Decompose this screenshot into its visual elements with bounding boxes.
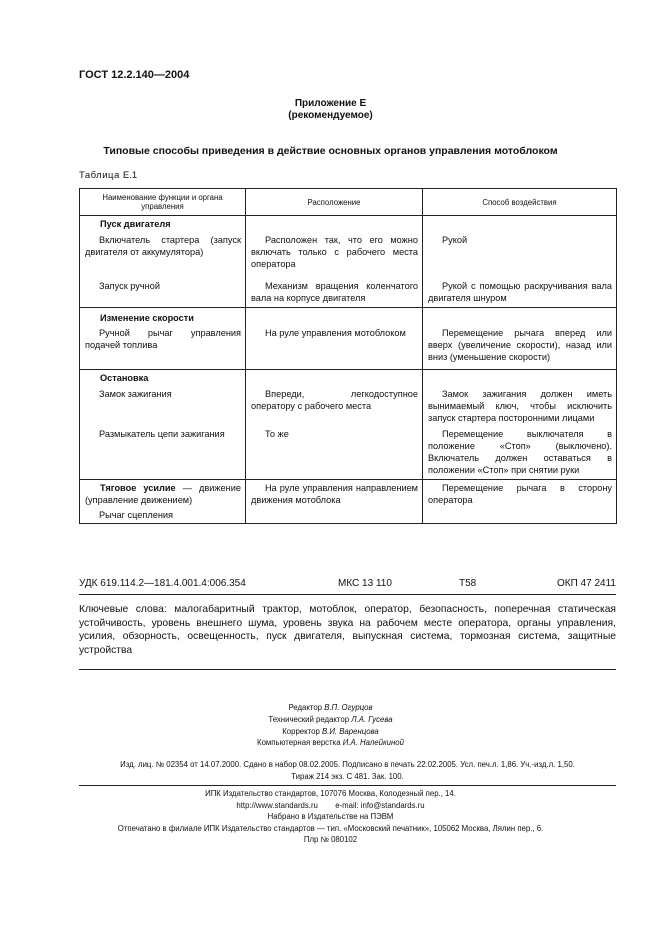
mks-code: МКС 13 110 [338,578,392,589]
group-title-traction-bold: Тяговое усилие [100,483,176,493]
imprint [79,759,616,783]
function-method: Перемещение рычага вперед или вверх (увеличение скорости), назад или вниз (уменьшение скорости) [423,324,617,370]
function-name: Рычаг сцепления [80,506,246,524]
t-code: Т58 [459,578,477,589]
column-header-method: Способ воздействия [423,189,617,216]
appendix-title: Приложение Е [294,98,367,109]
group-title-start: Пуск двигателя [80,216,246,231]
credit-role: Компьютерная верстка [257,738,341,747]
publisher-typeset: Набрано в Издательстве на ПЭВМ [267,812,394,821]
credit-role: Корректор [282,727,320,736]
function-location: Расположен так, что его можно включать только с рабочего места оператора [246,230,423,270]
publisher-web: http://www.standards.ru e-mail: info@standards.ru [236,800,425,810]
function-name: Запуск ручной [80,270,246,308]
publisher-print: Отпечатано в филиале ИПК Издательство стандартов — тип. «Московский печатник», 105062 Москва, Лялин пер., 6. [117,823,544,833]
document-code: ГОСТ 12.2.140—2004 [79,69,190,81]
controls-table [79,188,617,524]
function-location: На руле управления мотоблоком [246,324,423,370]
credit-line [0,714,661,726]
group-title-stop: Остановка [80,370,246,385]
table-row [80,308,617,325]
function-location: Впереди, легкодоступное оператору с рабочего места [246,384,423,424]
table-row [80,230,617,270]
divider [79,669,616,670]
table-row [80,506,617,524]
column-header-location: Расположение [246,189,423,216]
function-method: Перемещение рычага в сторону оператора [423,480,617,507]
function-location: То же [246,424,423,480]
function-location: На руле управления направлением движения мотоблока [246,480,423,507]
function-name: Замок зажигания [80,384,246,424]
credit-line [0,737,661,749]
publisher-address: ИПК Издательство стандартов, 107076 Москва, Колодезный пер., 14. [205,789,456,798]
credit-person: И.А. Налейкиной [342,738,404,747]
table-row [80,424,617,480]
imprint-line: Тираж 214 экз. С 481. Зак. 100. [291,772,404,781]
function-method: Рукой с помощью раскручивания вала двигателя шнуром [423,270,617,308]
function-name: Включатель стартера (запуск двигателя от аккумулятора) [80,230,246,270]
appendix-status: (рекомендуемое) [288,110,373,121]
function-method: Замок зажигания должен иметь вынимаемый ключ, чтобы исключить запуск стартера посторонними лицами [423,384,617,424]
table-row [80,384,617,424]
function-location: Механизм вращения коленчатого вала на корпусе двигателя [246,270,423,308]
divider [79,594,616,595]
publisher-info [0,788,661,846]
divider [79,785,616,786]
table-row [80,270,617,308]
group-title-speed: Изменение скорости [80,308,246,325]
table-caption-number: Е.1 [122,170,138,181]
table-row [80,324,617,370]
column-header-function: Наименование функции и органа управления [80,189,246,216]
table-row [80,480,617,507]
credit-person: В.И. Варенцова [321,727,379,736]
function-method: Перемещение выключателя в положение «Стоп» (выключено). Включатель должен оставаться в положении «Стоп» при снятии руки [423,424,617,480]
credit-person: В.П. Огурцов [324,703,373,712]
imprint-line: Изд. лиц. № 02354 от 14.07.2000. Сдано в набор 08.02.2005. Подписано в печать 22.02.2005. Усл. печ.л. 1,86. Уч.-изд.л. 1,50. [120,760,575,769]
function-name: Ручной рычаг управления подачей топлива [80,324,246,370]
table-header-row [80,189,617,216]
table-row [80,370,617,385]
function-name: Размыкатель цепи зажигания [80,424,246,480]
group-title-traction-rest: — движение (управление движением) [85,483,241,505]
udk-code: УДК 619.114.2—181.4.001.4:006.354 [79,578,246,589]
table-caption [79,170,137,181]
function-method: Рукой [423,230,617,270]
credit-line [0,726,661,738]
section-title: Типовые способы приведения в действие основных органов управления мотоблоком [103,145,558,157]
okp-code: ОКП 47 2411 [557,578,616,589]
group-title-traction [80,480,246,507]
publisher-license: Плр № 080102 [303,835,358,844]
credit-role: Редактор [288,703,323,712]
table-caption-word: Таблица [79,170,120,181]
table-row [80,216,617,231]
keywords: Ключевые слова: малогабаритный трактор, мотоблок, оператор, безопасность, поперечная статическая устойчивость, уровень внешнего шума, уровень звука на рабочем месте оператора, органы управления, усилия, обзорность, освещенность, пуск двигателя, выпускная система, тормозная система, защитные устройства [79,604,616,656]
credit-role: Технический редактор [268,715,350,724]
credit-person: Л.А. Гусева [351,715,393,724]
credit-line [0,702,661,714]
